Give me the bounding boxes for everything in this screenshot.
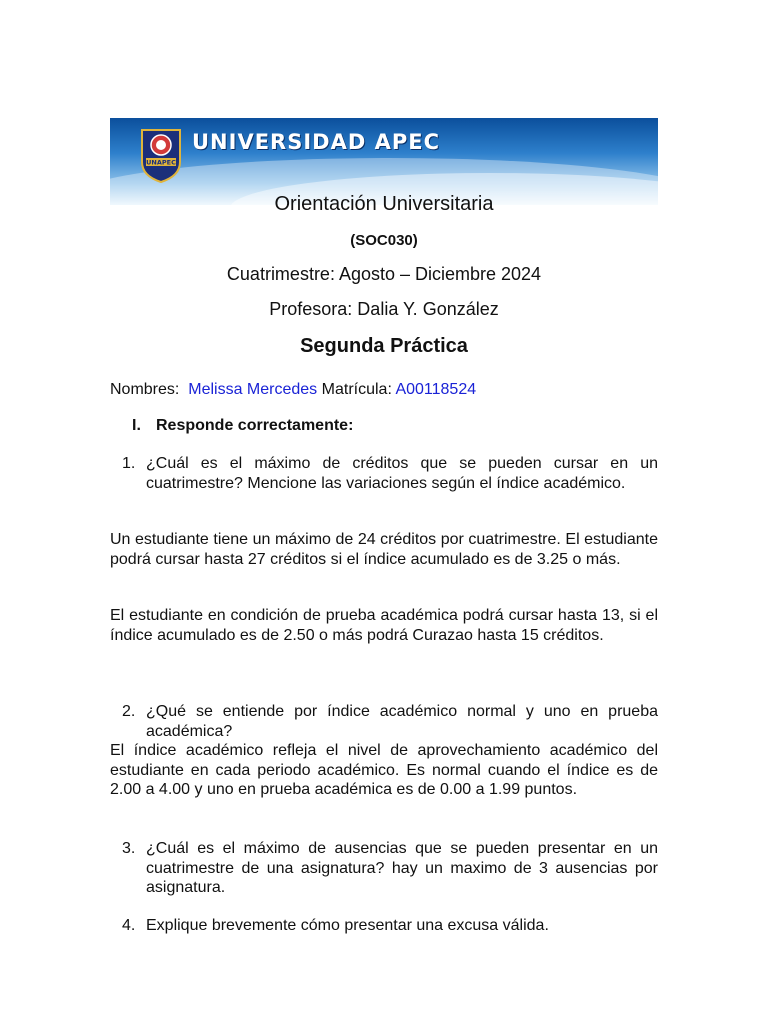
question-1	[122, 454, 658, 493]
student-id: A00118524	[395, 381, 477, 398]
answer-1-paragraph-1: Un estudiante tiene un máximo de 24 créditos por cuatrimestre. El estudiante podrá cursar hasta 27 créditos si el índice acumulado es de 3.25 o más.	[110, 531, 658, 568]
question-number: 1.	[122, 455, 136, 472]
question-2	[122, 702, 658, 741]
course-code: (SOC030)	[350, 232, 418, 249]
university-crest-icon	[140, 128, 182, 183]
question-number: 2.	[122, 703, 136, 720]
names-label: Nombres:	[110, 381, 180, 398]
answer-2: El índice académico refleja el nivel de aprovechamiento académico del estudiante en cada periodo académico. Es normal cuando el índice es de 2.00 a 4.00 y uno en prueba académica es de 0.00 a 1.99 puntos.	[110, 742, 658, 798]
section-heading	[132, 417, 353, 435]
student-info	[110, 380, 658, 400]
question-number: 3.	[122, 840, 136, 857]
term: Cuatrimestre: Agosto – Diciembre 2024	[226, 264, 542, 284]
question-4	[122, 916, 658, 936]
answer-1-paragraph-2: El estudiante en condición de prueba académica podrá cursar hasta 13, si el índice acumulado es de 2.50 o más podrá Curazao hasta 15 créditos.	[110, 607, 658, 644]
section-number: I.	[132, 417, 141, 434]
question-text: ¿Cuál es el máximo de ausencias que se pueden presentar en un cuatrimestre de una asignatura? hay un maximo de 3 ausencias por asignatura.	[146, 840, 658, 896]
university-name: UNIVERSIDAD APEC	[192, 130, 440, 154]
question-text: ¿Qué se entiende por índice académico normal y uno en prueba académica?	[146, 703, 658, 740]
practice-title: Segunda Práctica	[300, 335, 468, 357]
course-title: Orientación Universitaria	[274, 193, 494, 215]
question-text: Explique brevemente cómo presentar una excusa válida.	[146, 917, 549, 934]
university-banner	[110, 118, 658, 205]
question-text: ¿Cuál es el máximo de créditos que se pueden cursar en un cuatrimestre? Mencione las variaciones según el índice académico.	[146, 455, 658, 492]
section-title: Responde correctamente:	[156, 417, 354, 434]
question-number: 4.	[122, 917, 136, 934]
student-name: Melissa Mercedes	[188, 381, 318, 398]
crest-text: UNAPEC	[146, 158, 176, 167]
id-label: Matrícula:	[321, 381, 392, 398]
professor: Profesora: Dalia Y. González	[269, 299, 499, 319]
question-3	[122, 839, 658, 898]
